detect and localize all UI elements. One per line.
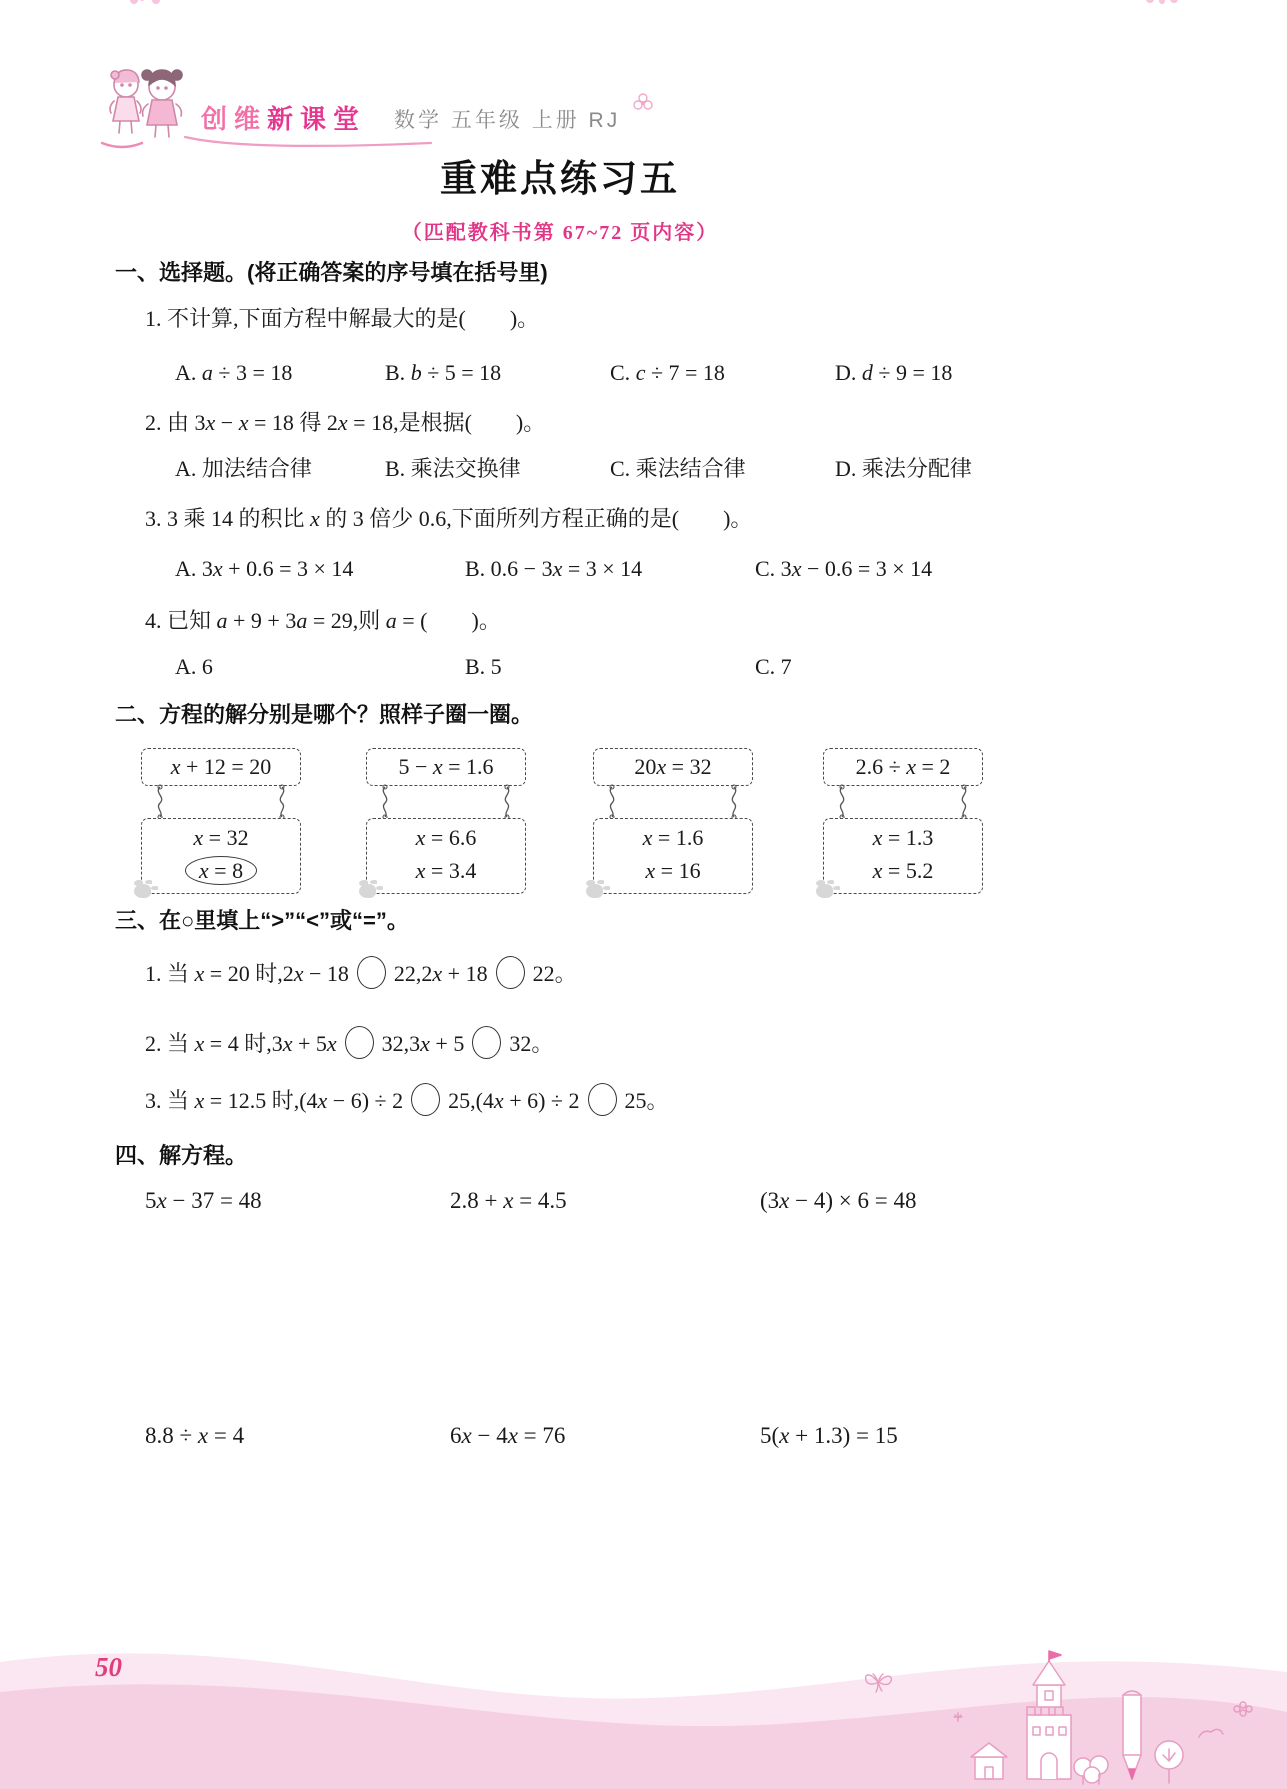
equation-to-solve: 6x − 4x = 76: [450, 1423, 566, 1448]
option: D. d ÷ 9 = 18: [835, 360, 953, 385]
curl-tie-icon: [835, 783, 849, 821]
card-ties: [366, 786, 526, 818]
comparison-circle: [588, 1083, 617, 1116]
compare-item-3: 3. 当 x = 12.5 时,(4x − 6) ÷ 2 25,(4x + 6) ÷ 2 25。: [115, 1083, 1095, 1119]
brand-part-1: 创维: [201, 104, 268, 134]
equation-box: [593, 748, 753, 786]
option: C. 乘法结合律: [610, 456, 746, 481]
option: A. 3x + 0.6 = 3 × 14: [175, 556, 354, 581]
section1-heading: 一、选择题。(将正确答案的序号填在括号里): [115, 260, 548, 285]
option: A. 6: [175, 654, 213, 679]
brand-logo-text: [201, 104, 366, 134]
question-1: 1. 不计算,下面方程中解最大的是( )。: [145, 306, 540, 331]
solution-candidate-circled: [148, 854, 294, 887]
question-3-options: [115, 554, 1095, 584]
comparison-circle: [357, 956, 386, 989]
solution-candidate: x = 5.2: [872, 858, 934, 883]
option: C. 7: [755, 654, 792, 679]
item-number: 1.: [145, 961, 162, 986]
solution-candidate: x = 16: [645, 858, 701, 883]
equation-text: 5 − x = 1.6: [398, 754, 494, 779]
option: C. c ÷ 7 = 18: [610, 360, 725, 385]
item-number: 3.: [145, 1088, 162, 1113]
solve-row-1: [115, 1186, 1095, 1216]
curl-tie-icon: [275, 783, 289, 821]
brand-part-2: 新课堂: [267, 104, 367, 134]
option: B. 5: [465, 654, 502, 679]
solution-box: [366, 818, 526, 894]
question-4: 4. 已知 a + 9 + 3a = 29,则 a = ( )。: [145, 608, 501, 633]
solution-candidate: x = 1.6: [642, 825, 704, 850]
option: D. 乘法分配律: [835, 456, 972, 481]
card-ties: [593, 786, 753, 818]
question-3: 3. 3 乘 14 的积比 x 的 3 倍少 0.6,下面所列方程正确的是( )。: [145, 506, 753, 531]
page-title: 重难点练习五: [440, 158, 680, 199]
compare-item-2: 2. 当 x = 4 时,3x + 5x 32,3x + 5 32。: [115, 1026, 1095, 1062]
option: A. 加法结合律: [175, 456, 312, 481]
card-ties: [141, 786, 301, 818]
equation-card-3: [593, 748, 753, 888]
equation-to-solve: 5(x + 1.3) = 15: [760, 1423, 898, 1448]
page-number: 50: [95, 1652, 122, 1682]
equation-card-2: [366, 748, 526, 888]
option: B. 乘法交换律: [385, 456, 521, 481]
corner-flower-right-icon: [1140, 0, 1184, 12]
corner-flower-left-icon: [126, 0, 166, 12]
equation-box: [366, 748, 526, 786]
paw-decoration-icon: [134, 884, 151, 898]
worksheet-body: [115, 258, 1095, 1451]
solution-candidate: x = 6.6: [415, 825, 477, 850]
page-header: [100, 55, 656, 150]
equation-text: x + 12 = 20: [170, 754, 272, 779]
solution-candidate: x = 3.4: [415, 858, 477, 883]
section3-heading: 三、在○里填上“>”“<”或“=”。: [115, 908, 409, 933]
option: B. b ÷ 5 = 18: [385, 360, 502, 385]
comparison-circle: [472, 1026, 501, 1059]
equation-text: 20x = 32: [634, 754, 712, 779]
paw-decoration-icon: [586, 884, 603, 898]
curl-tie-icon: [605, 783, 619, 821]
page-subtitle: （匹配教科书第 67~72 页内容）: [401, 222, 719, 244]
paw-decoration-icon: [816, 884, 833, 898]
curl-tie-icon: [153, 783, 167, 821]
item-number: 2.: [145, 1031, 162, 1056]
solution-box: [593, 818, 753, 894]
question-4-options: [115, 652, 1095, 682]
paw-decoration-icon: [359, 884, 376, 898]
question-2: 2. 由 3x − x = 18 得 2x = 18,是根据( )。: [145, 410, 546, 435]
solution-box: [823, 818, 983, 894]
edition-label: 数学 五年级 上册 RJ: [394, 109, 621, 132]
option: C. 3x − 0.6 = 3 × 14: [755, 556, 933, 581]
equation-to-solve: 5x − 37 = 48: [145, 1188, 262, 1213]
equation-box: [141, 748, 301, 786]
castle-scene-illustration: [855, 1645, 1255, 1787]
option: B. 0.6 − 3x = 3 × 14: [465, 556, 643, 581]
solution-candidate: x = 1.3: [872, 825, 934, 850]
curl-tie-icon: [378, 783, 392, 821]
solve-row-2: [115, 1421, 1095, 1451]
solution-box: [141, 818, 301, 894]
comparison-circle: [411, 1083, 440, 1116]
section4-heading: 四、解方程。: [115, 1143, 248, 1168]
curl-tie-icon: [500, 783, 514, 821]
option: A. a ÷ 3 = 18: [175, 360, 293, 385]
equation-card-1: [141, 748, 301, 888]
curl-tie-icon: [957, 783, 971, 821]
equation-to-solve: (3x − 4) × 6 = 48: [760, 1188, 917, 1213]
equation-to-solve: 8.8 ÷ x = 4: [145, 1423, 245, 1448]
section2-heading: 二、方程的解分别是哪个？照样子圈一圈。: [115, 702, 534, 727]
header-flower-icon: [630, 90, 656, 116]
equation-cards: [115, 748, 1095, 888]
curl-tie-icon: [727, 783, 741, 821]
equation-box: [823, 748, 983, 786]
question-2-options: [115, 454, 1095, 484]
equation-to-solve: 2.8 + x = 4.5: [450, 1188, 567, 1213]
mascot-girls-illustration: [100, 55, 195, 150]
brand-swoosh-icon: [183, 134, 433, 148]
example-circle: x = 8: [185, 856, 257, 885]
card-ties: [823, 786, 983, 818]
comparison-circle: [496, 956, 525, 989]
question-1-options: [115, 358, 1095, 388]
solution-candidate: x = 32: [193, 825, 249, 850]
equation-text: 2.6 ÷ x = 2: [855, 754, 951, 779]
compare-item-1: 1. 当 x = 20 时,2x − 18 22,2x + 18 22。: [115, 956, 1095, 992]
equation-card-4: [823, 748, 983, 888]
comparison-circle: [345, 1026, 374, 1059]
